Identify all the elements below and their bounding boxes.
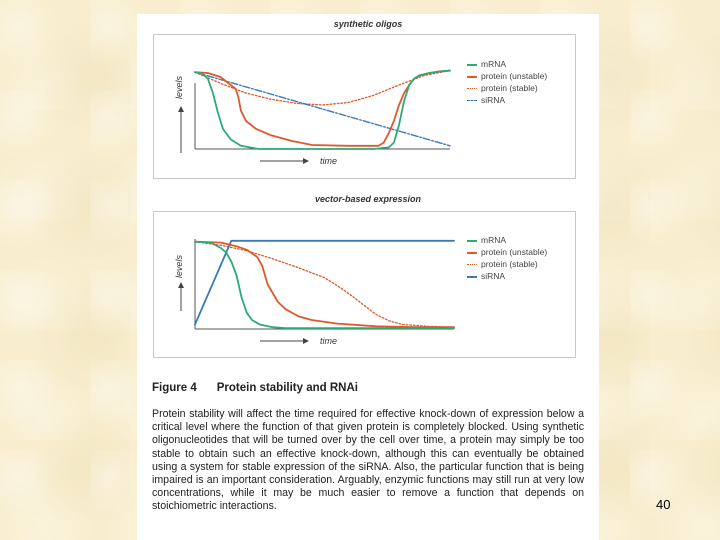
x-axis-label: time bbox=[320, 336, 338, 346]
y-arrow-head bbox=[178, 106, 184, 112]
legend-swatch bbox=[467, 76, 477, 78]
panel-title-synthetic: synthetic oligos bbox=[333, 19, 403, 29]
caption-heading bbox=[152, 382, 358, 394]
figure-title: Protein stability and RNAi bbox=[216, 382, 358, 394]
legend-swatch bbox=[467, 276, 477, 278]
series-line-protein-unstable bbox=[195, 242, 454, 328]
series-line-mrna bbox=[195, 71, 450, 149]
series-line-sirna bbox=[195, 241, 454, 325]
legend-label: siRNA bbox=[481, 271, 506, 281]
panel-title-vector: vector-based expression bbox=[314, 194, 422, 204]
legend-label: protein (stable) bbox=[481, 83, 538, 93]
chart-svg-synthetic bbox=[154, 35, 575, 178]
legend-swatch bbox=[467, 64, 477, 66]
legend-swatch bbox=[467, 88, 477, 89]
x-axis-label: time bbox=[320, 156, 338, 166]
figure-caption: Protein stability will affect the time required for effective knock-down of expression below a critical level where the function of that given protein is completely blocked. Using synthetic oligonucleotides that will be turned over by the cell over time, a protein may simply be too stable to obtain such an effective knock-down, although this can eventually be obtained using a system for stable expression of the siRNA. Also, the particular function that is being impaired is an important consideration. Arguably, enzymic functions may still run at very low concentrations, while it may be much easier to remove a function that depends on stoichiometric interactions. bbox=[152, 408, 584, 513]
legend-swatch bbox=[467, 240, 477, 242]
legend-label: protein (unstable) bbox=[481, 71, 548, 81]
legend-label: mRNA bbox=[481, 235, 507, 245]
legend-swatch bbox=[467, 252, 477, 254]
legend-label: siRNA bbox=[481, 95, 506, 105]
y-axis-label: levels bbox=[174, 75, 184, 99]
legend-swatch bbox=[467, 264, 477, 265]
series-line-mrna bbox=[195, 242, 454, 328]
legend-swatch bbox=[467, 100, 477, 101]
chart-vector-based bbox=[153, 211, 576, 358]
legend-label: protein (unstable) bbox=[481, 247, 548, 257]
x-arrow-head bbox=[303, 338, 309, 344]
chart-svg-vector bbox=[154, 212, 575, 357]
chart-synthetic-oligos bbox=[153, 34, 576, 179]
y-arrow-head bbox=[178, 282, 184, 288]
y-axis-label: levels bbox=[174, 254, 184, 278]
legend-label: protein (stable) bbox=[481, 259, 538, 269]
legend-label: mRNA bbox=[481, 59, 507, 69]
figure-page bbox=[137, 14, 599, 540]
slide-page-number: 40 bbox=[656, 497, 671, 512]
series-line-protein-stable bbox=[195, 242, 454, 328]
x-arrow-head bbox=[303, 158, 309, 164]
figure-number: Figure 4 bbox=[152, 382, 197, 394]
